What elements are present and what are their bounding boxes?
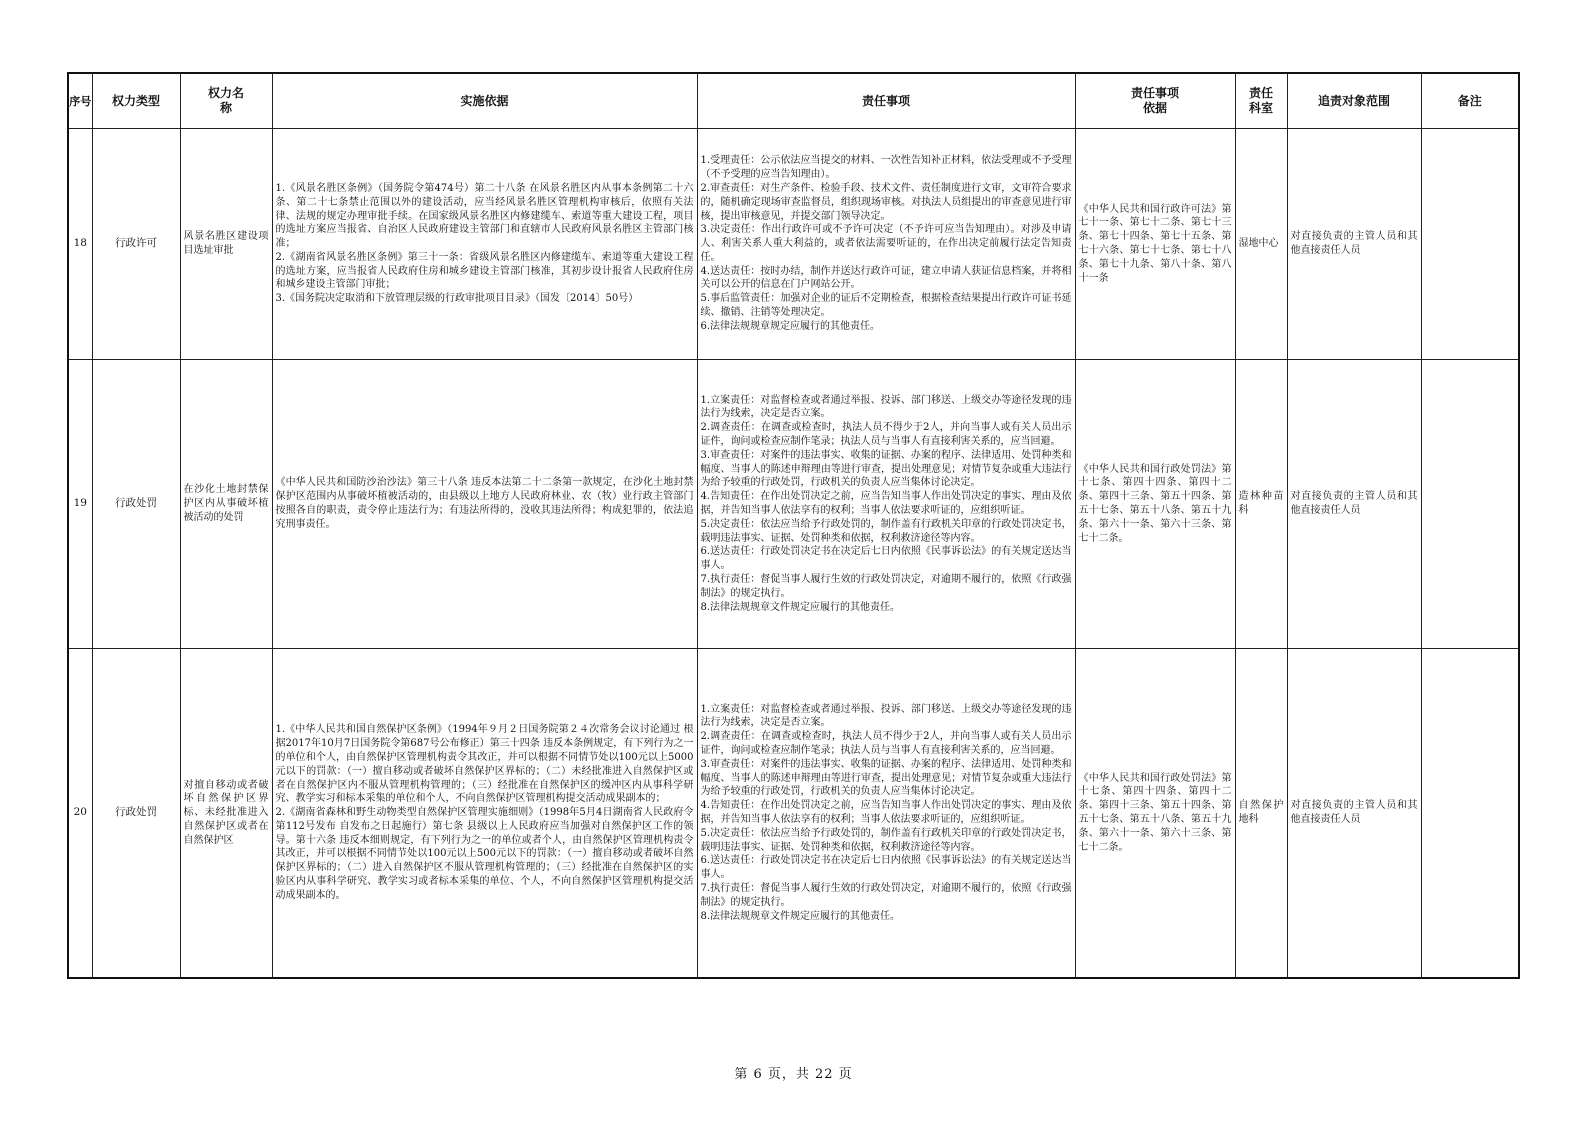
row-seq: 19 [68, 360, 92, 649]
row-duties: 1.立案责任：对监督检查或者通过举报、投诉、部门移送、上级交办等途径发现的违法行为线索，决定是否立案。 2.调查责任：在调查或检查时，执法人员不得少于2人，并向当事人或有关人员出示证件，询问或检查应制作笔录；执法人员与当事人有直接利害关系的，应当回避。 3.审查责任：对案件的违法事实、收集的证据、办案的程序、法律适用、处罚种类和幅度、当事人的陈述申辩理由等进行审查，提出处理意见；对情节复杂或重大违法行为给予较重的行政处罚，行政机关的负责人应当集体讨论决定。 4.告知责任：在作出处罚决定之前，应当告知当事人作出处罚决定的事实、理由及依据，并告知当事人依法享有的权利；当事人依法要求听证的，应组织听证。 5.决定责任：依法应当给予行政处罚的，制作盖有行政机关印章的行政处罚决定书，载明违法事实、证据、处罚种类和依据，权利救济途径等内容。 6.送达责任：行政处罚决定书在决定后七日内依照《民事诉讼法》的有关规定送达当事人。 7.执行责任：督促当事人履行生效的行政处罚决定，对逾期不履行的，依照《行政强制法》的规定执行。 8.法律法规规章文件规定应履行的其他责任。 [697, 649, 1075, 979]
header-basis: 实施依据 [272, 73, 697, 129]
table-header-row [68, 73, 1519, 129]
row-power-name: 风景名胜区建设项目选址审批 [180, 129, 272, 360]
header-duty-basis: 责任事项依据 [1075, 73, 1235, 129]
header-remark: 备注 [1421, 73, 1519, 129]
row-remark [1421, 129, 1519, 360]
row-seq: 20 [68, 649, 92, 979]
header-power-type: 权力类型 [92, 73, 180, 129]
header-duties: 责任事项 [697, 73, 1075, 129]
table-row [68, 129, 1519, 360]
header-scope: 追责对象范围 [1287, 73, 1421, 129]
row-dept: 自然保护地科 [1235, 649, 1287, 979]
row-duty-basis: 《中华人民共和国行政处罚法》第十七条、第四十四条、第四十二条、第四十三条、第五十四条、第五十七条、第五十八条、第五十九条、第六十一条、第六十三条、第七十二条。 [1075, 360, 1235, 649]
row-basis: 《中华人民共和国防沙治沙法》第三十八条 违反本法第二十二条第一款规定，在沙化土地封禁保护区范围内从事破坏植被活动的，由县级以上地方人民政府林业、农（牧）业行政主管部门按照各自的职责，责令停止违法行为；有违法所得的，没收其违法所得；构成犯罪的，依法追究刑事责任。 [272, 360, 697, 649]
row-power-name: 在沙化土地封禁保护区内从事破坏植被活动的处罚 [180, 360, 272, 649]
row-remark [1421, 649, 1519, 979]
row-power-name: 对擅自移动或者破坏自然保护区界标、未经批准进入自然保护区或者在自然保护区 [180, 649, 272, 979]
row-duty-basis: 《中华人民共和国行政处罚法》第十七条、第四十四条、第四十二条、第四十三条、第五十四条、第五十七条、第五十八条、第五十九条、第六十一条、第六十三条、第七十二条。 [1075, 649, 1235, 979]
row-power-type: 行政处罚 [92, 360, 180, 649]
row-duties: 1.受理责任：公示依法应当提交的材料、一次性告知补正材料，依法受理或不予受理（不予受理的应当告知理由）。 2.审查责任：对生产条件、检验手段、技术文件、责任制度进行文审，文审符合要求的，随机确定现场审查监督员，组织现场审核。对执法人员组提出的审查意见进行审核，提出审核意见，并提交部门领导决定。 3.决定责任：作出行政许可或不予许可决定（不予许可应当告知理由）。对涉及申请人、利害关系人重大利益的，或者依法需要听证的，在作出决定前履行法定告知责任。 4.送达责任：按时办结，制作并送达行政许可证，建立申请人获证信息档案，并将相关可以公开的信息在门户网站公开。 5.事后监管责任：加强对企业的证后不定期检查，根据检查结果提出行政许可证书延续、撤销、注销等处理决定。 6.法律法规规章规定应履行的其他责任。 [697, 129, 1075, 360]
table-row [68, 649, 1519, 979]
header-seq: 序号 [68, 73, 92, 129]
row-power-type: 行政处罚 [92, 649, 180, 979]
row-seq: 18 [68, 129, 92, 360]
row-basis: 1.《中华人民共和国自然保护区条例》（1994年９月２日国务院第２４次常务会议讨论通过 根据2017年10月7日国务院令第687号公布修正）第三十四条 违反本条例规定，有下列行为之一的单位和个人，由自然保护区管理机构责令其改正，并可以根据不同情节处以100元以上5000元以下的罚款：（一）擅自移动或者破坏自然保护区界标的；（二）未经批准进入自然保护区或者在自然保护区内不服从管理机构管理的；（三）经批准在自然保护区的缓冲区内从事科学研究、教学实习和标本采集的单位和个人，不向自然保护区管理机构提交活动成果副本的； 2.《湖南省森林和野生动物类型自然保护区管理实施细则》（1998年5月4日湖南省人民政府令第112号发布 自发布之日起施行）第七条 县级以上人民政府应当加强对自然保护区工作的领导。第十六条 违反本细则规定，有下列行为之一的单位或者个人，由自然保护区管理机构责令其改正，并可以根据不同情节处以100元以上500元以下的罚款：（一）擅自移动或者破坏自然保护区界标的；（二）进入自然保护区不服从管理机构管理的；（三）经批准在自然保护区的实验区内从事科学研究、教学实习或者标本采集的单位、个人，不向自然保护区管理机构提交活动成果副本的。 [272, 649, 697, 979]
row-scope: 对直接负责的主管人员和其他直接责任人员 [1287, 129, 1421, 360]
row-dept: 造林种苗科 [1235, 360, 1287, 649]
table-row [68, 360, 1519, 649]
page-footer: 第 6 页，共 22 页 [734, 1067, 853, 1082]
row-power-type: 行政许可 [92, 129, 180, 360]
row-dept: 湿地中心 [1235, 129, 1287, 360]
row-duties: 1.立案责任：对监督检查或者通过举报、投诉、部门移送、上级交办等途径发现的违法行为线索，决定是否立案。 2.调查责任：在调查或检查时，执法人员不得少于2人，并向当事人或有关人员出示证件，询问或检查应制作笔录；执法人员与当事人有直接利害关系的，应当回避。 3.审查责任：对案件的违法事实、收集的证据、办案的程序、法律适用、处罚种类和幅度、当事人的陈述申辩理由等进行审查，提出处理意见；对情节复杂或重大违法行为给予较重的行政处罚，行政机关的负责人应当集体讨论决定。 4.告知责任：在作出处罚决定之前，应当告知当事人作出处罚决定的事实、理由及依据，并告知当事人依法享有的权利；当事人依法要求听证的，应组织听证。 5.决定责任：依法应当给予行政处罚的，制作盖有行政机关印章的行政处罚决定书，载明违法事实、证据、处罚种类和依据，权利救济途径等内容。 6.送达责任：行政处罚决定书在决定后七日内依照《民事诉讼法》的有关规定送达当事人。 7.执行责任：督促当事人履行生效的行政处罚决定，对逾期不履行的，依照《行政强制法》的规定执行。 8.法律法规规章文件规定应履行的其他责任。 [697, 360, 1075, 649]
duty-list-table [67, 72, 1520, 979]
row-duty-basis: 《中华人民共和国行政许可法》第七十一条、第七十二条、第七十三条、第七十四条、第七十五条、第七十六条、第七十七条、第七十八条、第七十九条、第八十条、第八十一条 [1075, 129, 1235, 360]
header-power-name: 权力名称 [180, 73, 272, 129]
row-scope: 对直接负责的主管人员和其他直接责任人员 [1287, 360, 1421, 649]
row-scope: 对直接负责的主管人员和其他直接责任人员 [1287, 649, 1421, 979]
header-dept: 责任科室 [1235, 73, 1287, 129]
row-basis: 1.《风景名胜区条例》（国务院令第474号）第二十八条 在风景名胜区内从事本条例第二十六条、第二十七条禁止范围以外的建设活动，应当经风景名胜区管理机构审核后，依照有关法律、法规的规定办理审批手续。在国家级风景名胜区内修建缆车、索道等重大建设工程，项目的选址方案应当报省、自治区人民政府建设主管部门和直辖市人民政府风景名胜区主管部门核准； 2.《湖南省风景名胜区条例》第三十一条：省级风景名胜区内修建缆车、索道等重大建设工程的选址方案，应当报省人民政府住房和城乡建设主管部门核准，其初步设计报省人民政府住房和城乡建设主管部门审批； 3.《国务院决定取消和下放管理层级的行政审批项目目录》（国发〔2014〕50号） [272, 129, 697, 360]
row-remark [1421, 360, 1519, 649]
